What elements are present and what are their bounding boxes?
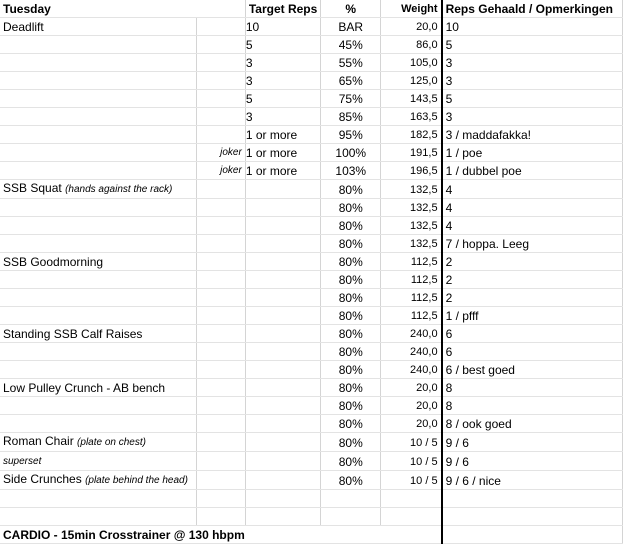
target-reps-cell[interactable] — [245, 271, 320, 289]
target-reps-cell[interactable] — [245, 235, 320, 253]
table-row — [0, 253, 623, 271]
empty-cell[interactable] — [0, 361, 197, 379]
result-cell[interactable]: 3 — [442, 54, 623, 72]
empty-cell[interactable] — [197, 452, 245, 471]
empty-cell[interactable] — [0, 36, 197, 54]
result-cell[interactable]: 1 / pfff — [442, 307, 623, 325]
empty-cell[interactable] — [245, 471, 320, 490]
joker-label[interactable] — [197, 289, 245, 307]
weight-cell[interactable]: 112,5 — [381, 253, 442, 271]
percent-cell[interactable]: 80% — [321, 433, 381, 452]
table-row — [0, 361, 623, 379]
table-row — [0, 18, 623, 36]
empty-cell[interactable] — [0, 271, 197, 289]
weight-cell[interactable]: 125,0 — [381, 72, 442, 90]
exercise-note: superset — [3, 456, 42, 467]
empty-cell[interactable] — [0, 397, 197, 415]
table-row — [0, 108, 623, 126]
result-cell[interactable]: 3 — [442, 72, 623, 90]
weight-cell[interactable]: 132,5 — [381, 235, 442, 253]
joker-label[interactable] — [197, 36, 245, 54]
empty-cell[interactable] — [245, 433, 320, 452]
empty-cell[interactable] — [197, 433, 245, 452]
result-cell[interactable]: 2 — [442, 289, 623, 307]
exercise-name: Roman Chair — [3, 434, 74, 448]
percent-cell[interactable]: 80% — [321, 289, 381, 307]
joker-label[interactable]: joker — [197, 144, 245, 162]
empty-cell[interactable] — [0, 54, 197, 72]
weight-cell[interactable]: 20,0 — [381, 18, 442, 36]
table-row — [0, 126, 623, 144]
result-cell[interactable]: 9 / 6 — [442, 433, 623, 452]
target-reps-cell[interactable] — [245, 289, 320, 307]
exercise-name: Deadlift — [3, 20, 44, 34]
table-row — [0, 217, 623, 235]
result-cell[interactable]: 4 — [442, 180, 623, 199]
percent-cell[interactable]: 80% — [321, 452, 381, 471]
empty-cell[interactable] — [442, 526, 623, 544]
empty-cell[interactable] — [0, 490, 197, 508]
joker-label[interactable] — [197, 217, 245, 235]
result-cell[interactable]: 6 — [442, 343, 623, 361]
percent-cell[interactable]: 80% — [321, 217, 381, 235]
result-cell[interactable]: 5 — [442, 36, 623, 54]
exercise-name: Standing SSB Calf Raises — [3, 327, 143, 341]
target-reps-cell[interactable] — [245, 361, 320, 379]
percent-cell[interactable]: 80% — [321, 253, 381, 271]
weight-cell[interactable]: 10 / 5 — [381, 471, 442, 490]
table-row — [0, 162, 623, 180]
target-reps-cell[interactable] — [245, 397, 320, 415]
percent-cell[interactable]: 80% — [321, 271, 381, 289]
joker-label[interactable] — [197, 108, 245, 126]
target-reps-cell[interactable] — [245, 415, 320, 433]
joker-label[interactable] — [197, 343, 245, 361]
percent-cell[interactable]: 80% — [321, 397, 381, 415]
table-row — [0, 235, 623, 253]
exercise-note: (plate on chest) — [77, 437, 146, 448]
empty-cell[interactable] — [0, 508, 197, 526]
table-row — [0, 433, 623, 452]
exercise-note: (plate behind the head) — [85, 475, 188, 486]
weight-cell[interactable]: 132,5 — [381, 217, 442, 235]
empty-cell[interactable] — [0, 235, 197, 253]
joker-label[interactable] — [197, 72, 245, 90]
exercise-name: Side Crunches — [3, 472, 82, 486]
percent-cell[interactable]: 80% — [321, 361, 381, 379]
target-reps-cell[interactable]: 1 or more — [245, 126, 320, 144]
empty-cell[interactable] — [442, 508, 623, 526]
table-row — [0, 54, 623, 72]
percent-cell[interactable]: 100% — [321, 144, 381, 162]
weight-cell[interactable]: 163,5 — [381, 108, 442, 126]
table-row — [0, 307, 623, 325]
table-row — [0, 180, 623, 199]
header-row — [0, 0, 623, 18]
exercise-name-cell[interactable] — [0, 471, 197, 490]
weight-cell[interactable]: 20,0 — [381, 397, 442, 415]
target-reps-cell[interactable]: 1 or more — [245, 162, 320, 180]
empty-cell[interactable] — [0, 289, 197, 307]
header-target-reps[interactable]: Target Reps — [245, 0, 320, 18]
result-cell[interactable]: 9 / 6 — [442, 452, 623, 471]
empty-cell[interactable] — [0, 343, 197, 361]
empty-cell[interactable] — [0, 108, 197, 126]
percent-cell[interactable]: 85% — [321, 108, 381, 126]
weight-cell[interactable]: 112,5 — [381, 289, 442, 307]
table-row — [0, 199, 623, 217]
table-row — [0, 271, 623, 289]
percent-cell[interactable]: 80% — [321, 325, 381, 343]
result-cell[interactable]: 3 / maddafakka! — [442, 126, 623, 144]
empty-cell[interactable] — [381, 508, 442, 526]
joker-label[interactable] — [197, 307, 245, 325]
percent-cell[interactable]: 80% — [321, 471, 381, 490]
joker-label[interactable] — [197, 379, 245, 397]
empty-cell[interactable] — [0, 126, 197, 144]
empty-cell[interactable] — [0, 90, 197, 108]
header-weight[interactable]: Weight — [381, 0, 442, 18]
weight-cell[interactable]: 112,5 — [381, 271, 442, 289]
joker-label[interactable] — [197, 361, 245, 379]
percent-cell[interactable]: 55% — [321, 54, 381, 72]
empty-cell[interactable] — [0, 217, 197, 235]
weight-cell[interactable]: 196,5 — [381, 162, 442, 180]
percent-cell[interactable]: 103% — [321, 162, 381, 180]
weight-cell[interactable]: 10 / 5 — [381, 433, 442, 452]
target-reps-cell[interactable] — [245, 199, 320, 217]
table-row — [0, 72, 623, 90]
target-reps-cell[interactable]: 10 — [245, 18, 320, 36]
result-cell[interactable]: 6 — [442, 325, 623, 343]
joker-label[interactable] — [197, 90, 245, 108]
weight-cell[interactable]: 191,5 — [381, 144, 442, 162]
result-cell[interactable]: 10 — [442, 18, 623, 36]
result-cell[interactable]: 8 / ook goed — [442, 415, 623, 433]
result-cell[interactable]: 8 — [442, 379, 623, 397]
joker-label[interactable] — [197, 54, 245, 72]
weight-cell[interactable]: 240,0 — [381, 361, 442, 379]
joker-label[interactable] — [197, 415, 245, 433]
target-reps-cell[interactable] — [245, 253, 320, 271]
percent-cell[interactable]: 80% — [321, 235, 381, 253]
result-cell[interactable]: 3 — [442, 108, 623, 126]
table-row — [0, 471, 623, 490]
empty-cell[interactable] — [245, 452, 320, 471]
header-percent[interactable]: % — [321, 0, 381, 18]
target-reps-cell[interactable]: 1 or more — [245, 144, 320, 162]
joker-label[interactable] — [197, 126, 245, 144]
result-cell[interactable]: 4 — [442, 199, 623, 217]
exercise-name-cell[interactable] — [0, 325, 197, 343]
weight-cell[interactable]: 10 / 5 — [381, 452, 442, 471]
joker-label[interactable] — [197, 325, 245, 343]
empty-cell[interactable] — [245, 508, 320, 526]
percent-cell[interactable]: 80% — [321, 307, 381, 325]
exercise-name-cell[interactable] — [0, 433, 197, 452]
empty-cell[interactable] — [0, 307, 197, 325]
table-row — [0, 325, 623, 343]
target-reps-cell[interactable] — [245, 379, 320, 397]
target-reps-cell[interactable] — [245, 307, 320, 325]
percent-cell[interactable]: 75% — [321, 90, 381, 108]
joker-label[interactable] — [197, 235, 245, 253]
empty-cell[interactable] — [197, 508, 245, 526]
result-cell[interactable]: 1 / dubbel poe — [442, 162, 623, 180]
table-row — [0, 36, 623, 54]
percent-cell[interactable]: 80% — [321, 199, 381, 217]
result-cell[interactable]: 4 — [442, 217, 623, 235]
weight-cell[interactable]: 132,5 — [381, 180, 442, 199]
empty-cell[interactable] — [442, 490, 623, 508]
blank-row — [0, 490, 623, 508]
percent-cell[interactable]: 80% — [321, 180, 381, 199]
target-reps-cell[interactable]: 5 — [245, 36, 320, 54]
joker-label[interactable] — [197, 271, 245, 289]
table-row — [0, 144, 623, 162]
weight-cell[interactable]: 240,0 — [381, 343, 442, 361]
exercise-name-cell[interactable] — [0, 379, 197, 397]
empty-cell[interactable] — [321, 508, 381, 526]
weight-cell[interactable]: 20,0 — [381, 379, 442, 397]
weight-cell[interactable]: 112,5 — [381, 307, 442, 325]
empty-cell[interactable] — [0, 144, 197, 162]
result-cell[interactable]: 7 / hoppa. Leeg — [442, 235, 623, 253]
empty-cell[interactable] — [321, 490, 381, 508]
blank-row — [0, 508, 623, 526]
result-cell[interactable]: 9 / 6 / nice — [442, 471, 623, 490]
result-cell[interactable]: 6 / best goed — [442, 361, 623, 379]
target-reps-cell[interactable]: 3 — [245, 72, 320, 90]
exercise-note: (hands against the rack) — [65, 184, 173, 195]
exercise-name-cell[interactable] — [0, 180, 197, 199]
weight-cell[interactable]: 182,5 — [381, 126, 442, 144]
result-cell[interactable]: 2 — [442, 271, 623, 289]
header-result[interactable]: Reps Gehaald / Opmerkingen — [442, 0, 623, 18]
percent-cell[interactable]: 80% — [321, 343, 381, 361]
joker-label[interactable] — [197, 199, 245, 217]
target-reps-cell[interactable]: 5 — [245, 90, 320, 108]
cardio-row — [0, 526, 623, 544]
exercise-name-cell[interactable] — [0, 253, 197, 271]
table-row — [0, 415, 623, 433]
target-reps-cell[interactable]: 3 — [245, 54, 320, 72]
exercise-name: Low Pulley Crunch - AB bench — [3, 381, 166, 395]
exercise-name: SSB Squat — [3, 181, 62, 195]
empty-cell[interactable] — [0, 415, 197, 433]
joker-label[interactable]: joker — [197, 162, 245, 180]
table-row — [0, 379, 623, 397]
target-reps-cell[interactable] — [245, 217, 320, 235]
target-reps-cell[interactable] — [245, 343, 320, 361]
table-row — [0, 343, 623, 361]
empty-cell[interactable] — [0, 72, 197, 90]
weight-cell[interactable]: 143,5 — [381, 90, 442, 108]
percent-cell[interactable]: 65% — [321, 72, 381, 90]
empty-cell[interactable] — [245, 490, 320, 508]
weight-cell[interactable]: 132,5 — [381, 199, 442, 217]
empty-cell[interactable] — [197, 490, 245, 508]
empty-cell[interactable] — [197, 471, 245, 490]
table-row — [0, 397, 623, 415]
weight-cell[interactable]: 20,0 — [381, 415, 442, 433]
day-title[interactable]: Tuesday — [0, 0, 245, 18]
exercise-name: SSB Goodmorning — [3, 255, 104, 269]
percent-cell[interactable]: 45% — [321, 36, 381, 54]
target-reps-cell[interactable]: 3 — [245, 108, 320, 126]
percent-cell[interactable]: 80% — [321, 415, 381, 433]
target-reps-cell[interactable] — [245, 325, 320, 343]
weight-cell[interactable]: 86,0 — [381, 36, 442, 54]
empty-cell[interactable] — [381, 490, 442, 508]
percent-cell[interactable]: BAR — [321, 18, 381, 36]
cardio-cell[interactable]: CARDIO - 15min Crosstrainer @ 130 hbpm — [0, 526, 442, 544]
result-cell[interactable]: 2 — [442, 253, 623, 271]
weight-cell[interactable]: 105,0 — [381, 54, 442, 72]
result-cell[interactable]: 8 — [442, 397, 623, 415]
exercise-name-cell[interactable] — [0, 452, 197, 471]
joker-label[interactable] — [197, 253, 245, 271]
table-row — [0, 90, 623, 108]
result-cell[interactable]: 1 / poe — [442, 144, 623, 162]
weight-cell[interactable]: 240,0 — [381, 325, 442, 343]
result-cell[interactable]: 5 — [442, 90, 623, 108]
table-row — [0, 289, 623, 307]
target-reps-cell[interactable] — [245, 180, 320, 199]
joker-label[interactable] — [197, 180, 245, 199]
joker-label[interactable] — [197, 397, 245, 415]
percent-cell[interactable]: 80% — [321, 379, 381, 397]
joker-label[interactable] — [197, 18, 245, 36]
percent-cell[interactable]: 95% — [321, 126, 381, 144]
table-row — [0, 452, 623, 471]
exercise-name-cell[interactable] — [0, 18, 197, 36]
empty-cell[interactable] — [0, 199, 197, 217]
empty-cell[interactable] — [0, 162, 197, 180]
